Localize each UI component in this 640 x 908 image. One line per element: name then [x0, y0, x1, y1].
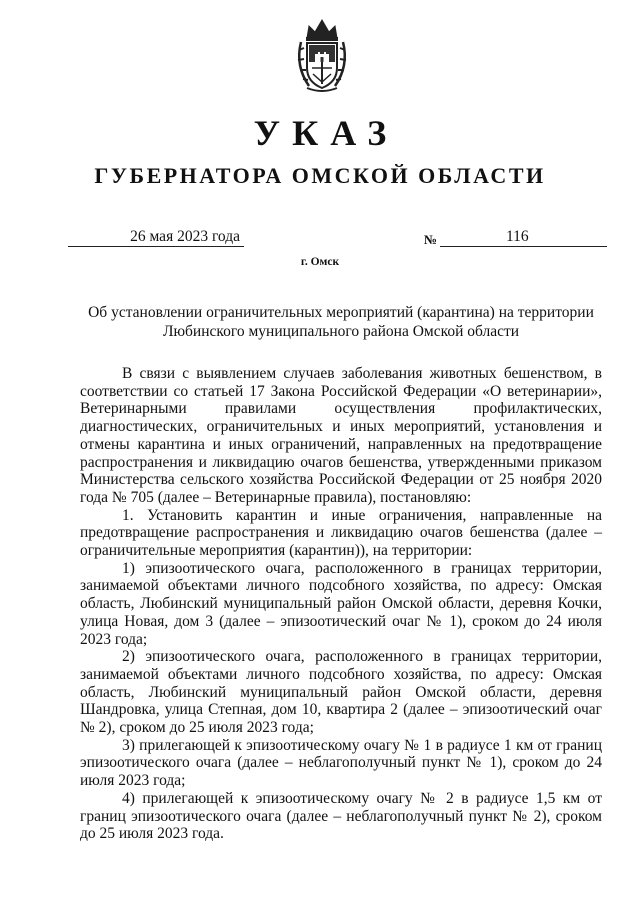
body-paragraph: 1) эпизоотического очага, расположенного в границах территории, занимаемой объектами личного подсобного хозяйства, по адресу: Омская область, Любинский муниципальный район Омской области, деревня Кочки, улица Новая, дом 3 (далее – эпизоотический очаг № 1), сроком до 24 июля 2023 года; — [80, 559, 602, 648]
body-paragraph: 1. Установить карантин и иные ограничения, направленные на предотвращение распространения и ликвидацию очагов бешенства (далее – ограничительные мероприятия (карантин)), на территории: — [80, 506, 602, 560]
document-body — [80, 365, 602, 843]
document-city: г. Омск — [300, 256, 340, 268]
document-date: 26 мая 2023 года — [68, 228, 244, 247]
omsk-coat-of-arms-icon — [293, 16, 351, 94]
body-paragraph: 4) прилегающей к эпизоотическому очагу № 2 в радиусе 1,5 км от границ эпизоотического очага (далее – неблагополучный пункт № 2), сроком до 25 июля 2023 года. — [80, 789, 602, 843]
body-paragraph: 2) эпизоотического очага, расположенного в границах территории, занимаемой объектами личного подсобного хозяйства, по адресу: Омская область, Любинский муниципальный район Омской области, деревня Шандровка, улица Степная, дом 10, квартира 2 (далее – эпизоотический очаг № 2), сроком до 25 июля 2023 года; — [80, 648, 602, 737]
body-paragraph: В связи с выявлением случаев заболевания животных бешенством, в соответствии со статьей 17 Закона Российской Федерации «О ветеринарии», Ветеринарными правилами осуществления профилактических, диагностических, ограничительных и иных мероприятий, установления и отмены карантина и иных ограничений, направленных на предотвращение распространения и ликвидацию очагов бешенства, утвержденными приказом Министерства сельского хозяйства Российской Федерации от 25 ноября 2020 года № 705 (далее – Ветеринарные правила), постановляю: — [80, 365, 602, 506]
document-subtitle: ГУБЕРНАТОРА ОМСКОЙ ОБЛАСТИ — [94, 163, 546, 188]
document-subject: Об установлении ограничительных мероприятий (карантина) на территории Любинского муниципального района Омской области — [88, 304, 594, 340]
number-sign: № — [424, 232, 438, 247]
document-number: 116 — [440, 228, 607, 247]
body-paragraph: 3) прилегающей к эпизоотическому очагу № 1 в радиусе 1 км от границ эпизоотического очага (далее – неблагополучный пункт № 1), сроком до 24 июля 2023 года; — [80, 736, 602, 790]
document-title: УКАЗ — [253, 113, 399, 153]
